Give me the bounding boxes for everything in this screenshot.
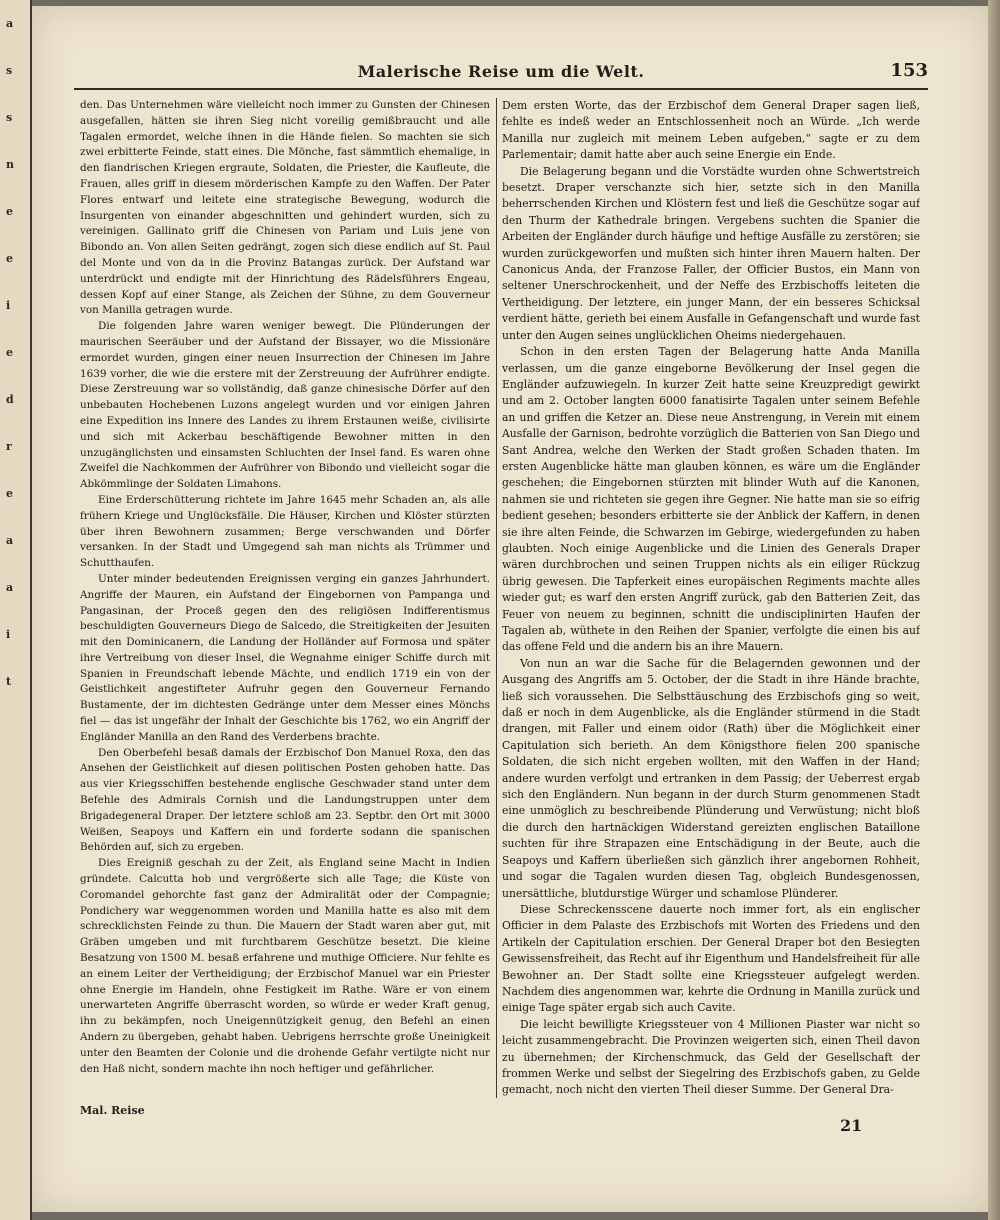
paragraph: Die folgenden Jahre waren weniger bewegt. Die Plünderungen der maurischen Seeräuber und der Aufstand der Bissayer, wo die Missionäre ermordet wurden, gingen einer neuen Insurrection der Chinesen im Jahre 1639 vorher, die wie die erstere mit der Zerstreuung der Aufrührer endigte. Diese Zerstreuung war so vollständig, daß ganze chinesische Dörfer auf den unbebauten Hochebenen Luzons angelegt wurden und vor einigen Jahren eine Expedition ins Innere des Landes zu ihrem Erstaunen weiße, civilisirte und sich mit Ackerbau beschäftigende Bewohner mitten in den unzugänglichsten und einsamsten Schluchten der Insel fand. Es waren ohne Zweifel die Nachkommen der Aufrührer von Bibondo und vielleicht sogar die Abkömmlinge der Soldaten Limahons. [80, 320, 490, 491]
sheet-signature: Mal. Reise [80, 1104, 145, 1117]
left-text-column [80, 98, 490, 1098]
paragraph: Unter minder bedeutenden Ereignissen verging ein ganzes Jahrhundert. Angriffe der Mauren, ein Aufstand der Eingebornen von Pampanga und Pangasinan, der Proceß gegen den des religiösen Indifferentismus beschuldigten Gouverneurs Diego de Salcedo, die Streitigkeiten der Jesuiten mit den Dominicanern, die Landung der Holländer auf Formosa und später ihre Vertreibung von dieser Insel, die Wegnahme einiger Schiffe durch mit Spanien in Freundschaft lebende Mächte, und endlich 1719 ein von der Geistlichkeit angestifteter Aufruhr gegen den Gouverneur Fernando Bustamente, der im dichtesten Gedränge unter dem Messer eines Mönchs fiel — das ist ungefähr der Inhalt der Geschichte bis 1762, wo ein Angriff der Engländer Manilla an den Rand des Verderbens brachte. [80, 572, 490, 743]
facing-page-letter: d [6, 393, 14, 406]
paragraph: Die Belagerung begann und die Vorstädte wurden ohne Schwertstreich besetzt. Draper verschanzte sich hier, setzte sich in den Manilla beherrschenden Kirchen und Klöstern fest und ließ die Geschütze sogar auf den Thurm der Kathedrale bringen. Vergebens suchten die Spanier die Arbeiten der Engländer durch häufige und heftige Ausfälle zu zerstören; sie wurden zurückgeworfen und mußten sich hinter ihren Mauern halten. Der Canonicus Anda, der Franzose Faller, der Officier Bustos, ein Mann von seltener Unerschrockenheit, und der Neffe des Erzbischoffs leiteten die Vertheidigung. Der letztere, ein junger Mann, der ein besseres Schicksal verdient hätte, gerieth bei einem Ausfalle in Gefangenschaft und wurde fast unter den Augen seines unglücklichen Oheims niedergehauen. [502, 164, 920, 342]
facing-page-letter: t [6, 675, 12, 688]
facing-page-letter: i [6, 299, 11, 312]
facing-page-letter: e [6, 252, 13, 265]
facing-page-letter: r [6, 440, 12, 453]
running-title: Malerische Reise um die Welt. [357, 62, 645, 81]
facing-page-letter: s [6, 64, 13, 77]
facing-page-letter: n [6, 158, 14, 171]
facing-page-letter: a [6, 17, 14, 30]
column-divider [496, 98, 497, 1098]
paragraph: Von nun an war die Sache für die Belagernden gewonnen und der Ausgang des Angriffs am 5. October, der die Stadt in ihre Hände brachte, ließ sich voraussehen. Die Selbsttäuschung des Erzbischofs ging so weit, daß er noch in dem Augenblicke, als die Engländer stürmend in die Stadt drangen, mit Faller und einem oidor (Rath) über die Möglichkeit einer Capitulation sich berieth. An dem Königsthore fielen 200 spanische Soldaten, die sich nicht ergeben wollten, mit den Waffen in der Hand; andere wurden verfolgt und ertranken in dem Passig; der Ueberrest ergab sich den Engländern. Nun begann in der durch Sturm genommenen Stadt eine unmöglich zu beschreibende Plünderung und Verwüstung; nicht bloß die durch den hartnäckigen Widerstand gereizten englischen Bataillone suchten für ihre Strapazen eine Entschädigung in der Beute, auch die Seapoys und Kaffern überließen sich gänzlich ihrer angebornen Rohheit, und sogar die Tagalen wurden diesen Tag, obgleich Bundesgenossen, unersättliche, blutdurstige Würger und schamlose Plünderer. [502, 656, 920, 900]
paragraph: den. Das Unternehmen wäre vielleicht noch immer zu Gunsten der Chinesen ausgefallen, hätten sie ihren Sieg nicht voreilig gemißbraucht und alle Tagalen ermordet, welche ihnen in die Hände fielen. So machten sie sich zwei erbitterte Feinde, statt eines. Die Mönche, fast sämmtlich ehemalige, in den flandrischen Kriegen ergraute, Soldaten, die Priester, die Kaufleute, die Frauen, alles griff in diesem mörderischen Kampfe zu den Waffen. Der Pater Flores entwarf und leitete eine strategische Bewegung, wodurch die Insurgenten von einander abgeschnitten und gehindert wurden, sich zu vereinigen. Gallinato griff die Chinesen von Pariam und Luis jene von Bibondo an. Von allen Seiten gedrängt, zogen sich diese endlich auf St. Paul del Monte und von da in die Provinz Batangas zurück. Der Aufstand war unterdrückt und endigte mit der Hinrichtung des Rädelsführers Engeau, dessen Kopf auf einer Stange, als Zeichen der Sühne, zu dem Gouverneur von Manilla getragen wurde. [80, 99, 490, 317]
page-stack-edge [988, 0, 1000, 1220]
facing-page-letter: e [6, 487, 13, 500]
page-number: 153 [890, 60, 928, 81]
paragraph: Schon in den ersten Tagen der Belagerung hatte Anda Manilla verlassen, um die ganze eingeborne Bevölkerung der Insel gegen die Engländer aufzuwiegeln. In kurzer Zeit hatte seine Kreuzpredigt gewirkt und am 2. October langten 6000 fanatisirte Tagalen unter seinem Befehle an und griffen die Ketzer an. Diese neue Anstrengung, in Verein mit einem Ausfalle der Garnison, bedrohte vorzüglich die Batterien von San Diego und Sant Andrea, welche den Werken der Stadt großen Schaden thaten. Im ersten Augenblicke hätte man glauben können, es wäre um die Engländer geschehen; die Eingebornen stürzten mit blinder Wuth auf die Kanonen, nahmen sie und richteten sie gegen ihre Gegner. Nie hatte man sie so eifrig bedient gesehen; besonders erbitterte sie der Anblick der Kaffern, in denen sie ihre alten Feinde, die Schwarzen im Gebirge, wiedergefunden zu haben glaubten. Noch einige Augenblicke und die Linien des Generals Draper wären durchbrochen und seinen Truppen nichts als ein eiliger Rückzug übrig gewesen. Die Tapferkeit eines europäischen Regiments machte alles wieder gut; es warf den ersten Angriff zurück, gab den Batterien Zeit, das Feuer von neuem zu beginnen, schnitt die undisciplinirten Haufen der Tagalen ab, wüthete in den Reihen der Spanier, verfolgte die einen bis auf das offene Feld und die andern bis an ihre Mauern. [502, 345, 920, 654]
facing-page-letter: i [6, 628, 11, 641]
facing-page-edge [0, 0, 32, 1220]
book-page [32, 6, 988, 1212]
facing-page-letter: e [6, 205, 13, 218]
running-header [74, 58, 928, 90]
facing-page-letter: a [6, 534, 14, 547]
right-text-column [502, 98, 920, 1098]
paragraph: Dies Ereigniß geschah zu der Zeit, als England seine Macht in Indien gründete. Calcutta hob und vergrößerte sich alle Tage; die Küste von Coromandel gehorchte fast ganz der Admiralität oder der Compagnie; Pondichery war weggenommen worden und Manilla hatte es also mit dem schrecklichsten Feinde zu thun. Die Mauern der Stadt waren aber gut, mit Gräben umgeben und mit furchtbarem Geschütze besetzt. Die kleine Besatzung von 1500 M. besaß erfahrene und muthige Officiere. Nur fehlte es an einem Leiter der Vertheidigung; der Erzbischof Manuel war ein Priester ohne Energie im Handeln, ohne Festigkeit im Rathe. Wäre er von einem unerwarteten Angriffe überrascht worden, so würde er weder Kraft genug, ihn zu bekämpfen, noch Uneigennützigkeit genug, den Befehl an einen Andern zu übergeben, gehabt haben. Uebrigens herrschte große Uneinigkeit unter den Beamten der Colonie und die drohende Gefahr vertilgte nicht nur den Haß nicht, sondern machte ihn noch heftiger und gefährlicher. [80, 857, 490, 1075]
facing-page-letter: a [6, 581, 14, 594]
paragraph: Den Oberbefehl besaß damals der Erzbischof Don Manuel Roxa, den das Ansehen der Geistlichkeit auf diesen politischen Posten gehoben hatte. Das aus vier Kriegsschiffen bestehende englische Geschwader stand unter dem Befehle des Admirals Cornish und die Landungstruppen unter dem Brigadegeneral Draper. Der letztere schloß am 23. Septbr. den Ort mit 3000 Weißen, Seapoys und Kaffern ein und forderte sodann die spanischen Behörden auf, sich zu ergeben. [80, 746, 490, 854]
paragraph: Eine Erderschütterung richtete im Jahre 1645 mehr Schaden an, als alle frühern Kriege und Unglücksfälle. Die Häuser, Kirchen und Klöster stürzten über ihren Bewohnern zusammen; Berge verschwanden und Dörfer versanken. In der Stadt und Umgegend sah man nichts als Trümmer und Schutthaufen. [80, 493, 490, 570]
paragraph: Dem ersten Worte, das der Erzbischof dem General Draper sagen ließ, fehlte es indeß weder an Entschlossenheit noch an Würde. „Ich werde Manilla nur zugleich mit meinem Leben aufgeben,“ sagte er zu dem Parlementair; damit hatte aber auch seine Energie ein Ende. [502, 99, 920, 162]
facing-page-letter: s [6, 111, 13, 124]
facing-page-letter: e [6, 346, 13, 359]
sheet-number: 21 [840, 1116, 863, 1135]
paragraph: Die leicht bewilligte Kriegssteuer von 4 Millionen Piaster war nicht so leicht zusammengebracht. Die Provinzen weigerten sich, einen Theil davon zu übernehmen; der Kirchenschmuck, das Geld der Gesellschaft der frommen Werke und selbst der Siegelring des Erzbischofs gaben, zu Gelde gemacht, noch nicht den vierten Theil dieser Summe. Der General Dra- [502, 1017, 920, 1097]
paragraph: Diese Schreckensscene dauerte noch immer fort, als ein englischer Officier in dem Palaste des Erzbischofs mit Worten des Friedens und den Artikeln der Capitulation erschien. Der General Draper bot den Besiegten Gewissensfreiheit, das Recht auf ihr Eigenthum und Handelsfreiheit für alle Bewohner an. Der Stadt sollte eine Kriegssteuer aufgelegt werden. Nachdem dies angenommen war, kehrte die Ordnung in Manilla zurück und einige Tage später ergab sich auch Cavite. [502, 902, 920, 1015]
